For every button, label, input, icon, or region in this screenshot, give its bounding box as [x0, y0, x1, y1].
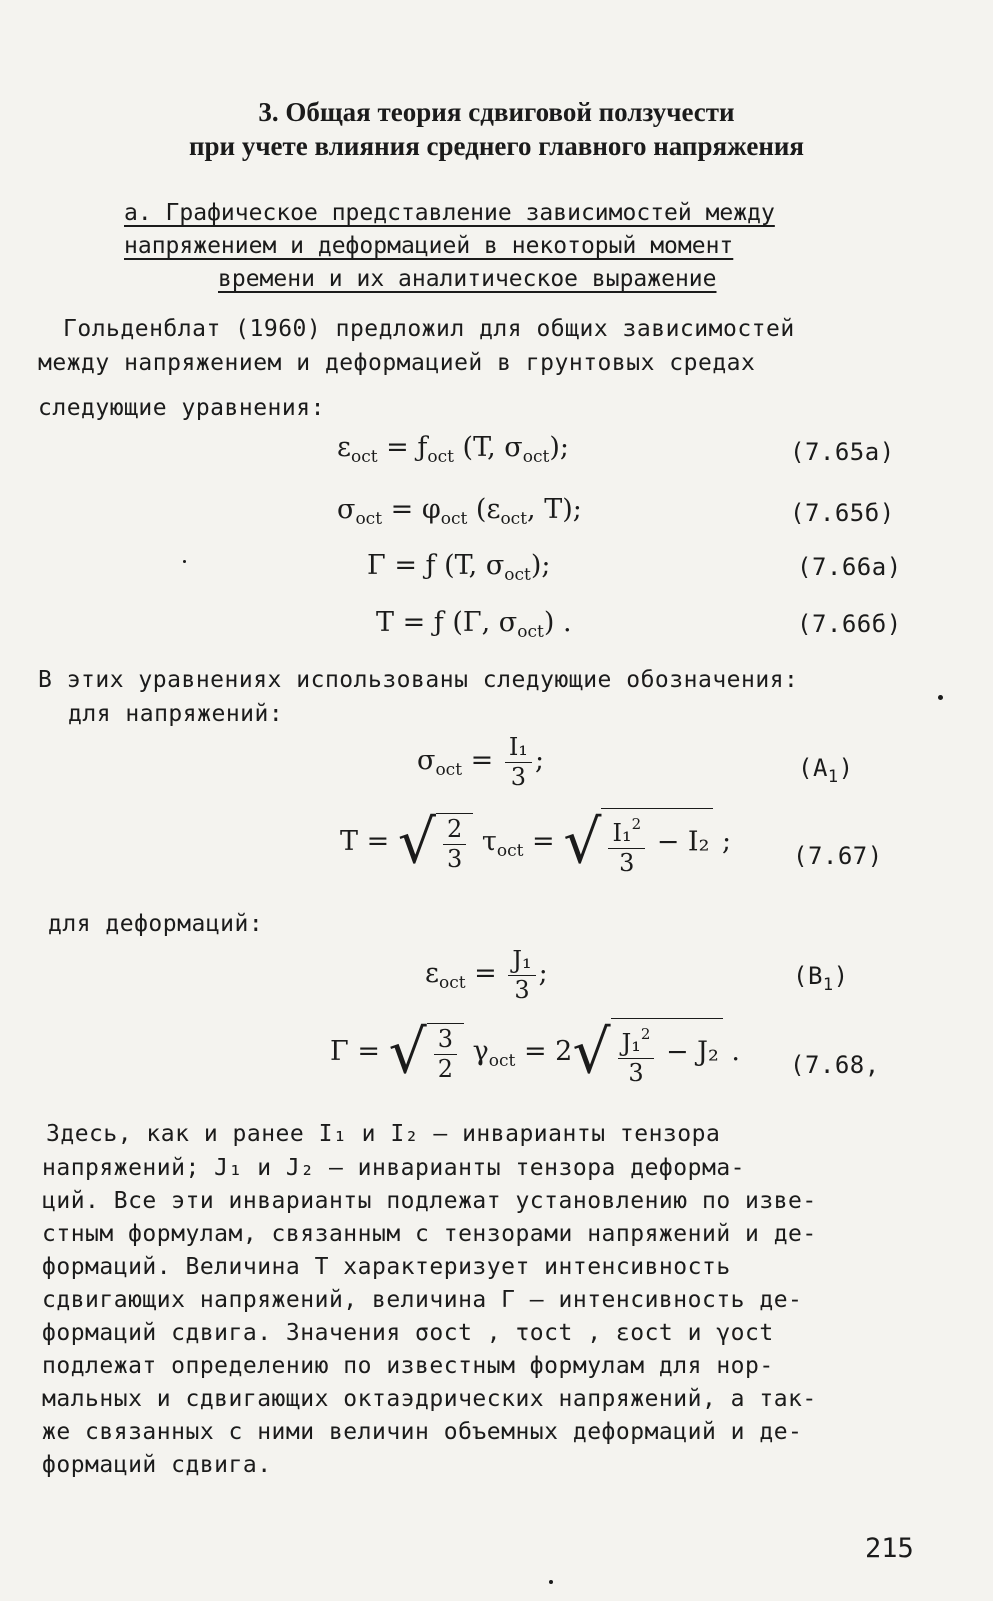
- paragraph-line: сдвигающих напряжений, величина Γ – интенсивность де-: [42, 1287, 803, 1313]
- equation-label-7-66a: (7.66а): [797, 553, 902, 581]
- equation-b1: $\varepsilon_{oct}$ = $\frac{\text{J₁}}{3}$ ;: [425, 946, 548, 1004]
- intro-line-1: Гольденблат (1960) предложил для общих зависимостей: [63, 316, 795, 342]
- paragraph-line: формаций сдвига.: [42, 1452, 272, 1478]
- stress-notation-label: для напряжений:: [68, 701, 284, 727]
- scan-speck: [938, 695, 943, 700]
- equation-7-65b: $\sigma_{oct} = \varphi_{oct}$ ($\varepsilon_{oct}$, T);: [337, 494, 582, 529]
- equation-7-66b: T = ƒ (Γ, $\sigma_{oct}$) .: [376, 607, 572, 642]
- section-title-line-1: 3. Общая теория сдвиговой ползучести: [258, 97, 735, 127]
- equation-7-67: T = √ $\frac{2}{3}$ $\tau_{oct}$ = √ $\frac{I_1^2}{3}$ − I₂ ;: [340, 807, 732, 878]
- paragraph-line: формаций сдвига. Значения σoct , τoct , εoct и γoct: [42, 1320, 774, 1346]
- intro-line-2: между напряжением и деформацией в грунтовых средах: [38, 350, 756, 376]
- equation-7-68: Γ = √ $\frac{3}{2}$ $\gamma_{oct} = 2√$ $\frac{J_1^2}{3}$ − J₂ .: [330, 1017, 740, 1088]
- subsection-title-line-2: напряжением и деформацией в некоторый момент: [124, 233, 734, 259]
- equation-a1: $\sigma_{oct}$ = $\frac{\text{I₁}}{3}$ ;: [417, 733, 545, 791]
- paragraph-line: подлежат определению по известным формулам для нор-: [42, 1353, 774, 1379]
- paragraph-line: формаций. Величина T характеризует интенсивность: [42, 1254, 731, 1280]
- equation-label-7-65b: (7.65б): [790, 499, 895, 527]
- intro-line-3: следующие уравнения:: [38, 395, 325, 421]
- section-title-line-2: при учете влияния среднего главного напряжения: [188, 131, 805, 161]
- paragraph-line: напряжений; J₁ и J₂ – инварианты тензора деформа-: [42, 1155, 746, 1181]
- equation-label-a1: $(A_1)$: [798, 754, 854, 787]
- paragraph-line: стным формулам, связанным с тензорами напряжений и де-: [42, 1221, 817, 1247]
- paragraph-line: ций. Все эти инварианты подлежат установлению по изве-: [42, 1188, 817, 1214]
- equation-label-7-66b: (7.66б): [797, 610, 902, 638]
- equation-7-66a: Γ = ƒ (T, $\sigma_{oct}$);: [367, 550, 551, 585]
- equation-label-7-68: (7.68,: [790, 1051, 880, 1079]
- equation-label-7-65a: (7.65а): [790, 438, 895, 466]
- paragraph-line: же связанных с ними величин объемных деформаций и де-: [42, 1419, 803, 1445]
- paragraph-line: мальных и сдвигающих октаэдрических напряжений, а так-: [42, 1386, 817, 1412]
- subsection-title-line-1: а. Графическое представление зависимостей между: [124, 200, 775, 226]
- page-number: 215: [865, 1533, 914, 1564]
- paragraph-line: Здесь, как и ранее I₁ и I₂ – инварианты тензора: [46, 1121, 721, 1147]
- scan-speck: [549, 1580, 553, 1584]
- equation-7-65a: $\varepsilon_{oct}$ = $ƒ_{oct}$ (T, $\sigma_{oct}$);: [337, 432, 569, 467]
- notation-intro: В этих уравнениях использованы следующие обозначения:: [38, 667, 799, 693]
- strain-notation-label: для деформаций:: [48, 911, 264, 937]
- equation-label-b1: $(B_1)$: [793, 962, 849, 995]
- subsection-title-line-3: времени и их аналитическое выражение: [218, 266, 717, 292]
- equation-label-7-67: (7.67): [793, 842, 883, 870]
- scan-speck: [183, 560, 186, 563]
